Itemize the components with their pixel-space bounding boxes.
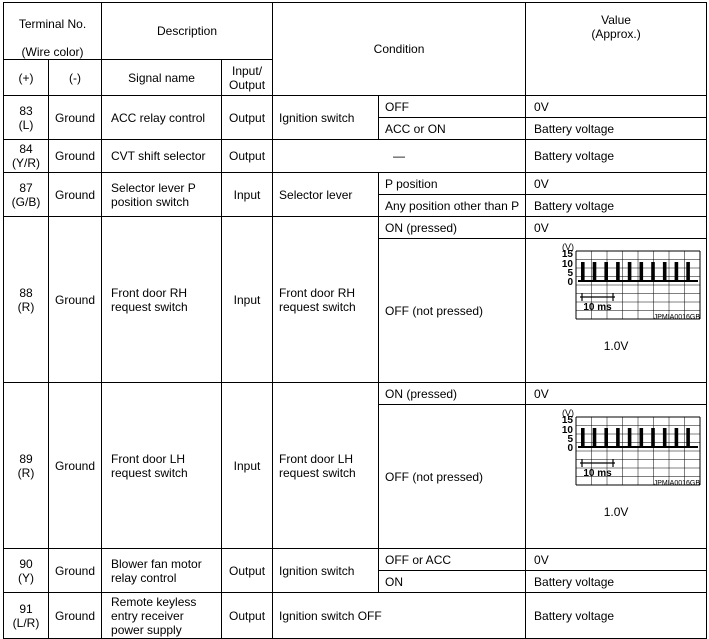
terminal-number: 88 (R): [4, 217, 49, 383]
condition-sub: ON (pressed): [379, 217, 526, 239]
input-output: Output: [222, 593, 273, 639]
condition-main: Ignition switch: [273, 549, 379, 593]
value-cell: 0V: [526, 549, 707, 571]
table-row: [4, 549, 707, 571]
ground-terminal: Ground: [49, 140, 102, 173]
condition-sub: ON (pressed): [379, 383, 526, 405]
condition-sub: ON: [379, 571, 526, 593]
header-condition: Condition: [273, 3, 526, 96]
table-row: [4, 383, 707, 405]
ground-terminal: Ground: [49, 549, 102, 593]
unit-label: (V): [562, 243, 575, 252]
ground-terminal: Ground: [49, 173, 102, 217]
header-value: Value (Approx.): [526, 3, 707, 96]
condition-main: Ignition switch: [273, 96, 379, 140]
terminal-number: 89 (R): [4, 383, 49, 549]
table-row: [4, 140, 707, 173]
y-tick-label: 5: [567, 268, 574, 279]
condition-main: —: [273, 140, 526, 173]
header-wire-color: (Wire color): [21, 45, 84, 59]
y-tick-label: 10: [561, 259, 574, 270]
value-cell: 0V: [526, 173, 707, 195]
condition-sub: ACC or ON: [379, 118, 526, 140]
header-input-output: Input/ Output: [222, 60, 273, 96]
ground-terminal: Ground: [49, 383, 102, 549]
signal-name: ACC relay control: [102, 96, 222, 140]
input-output: Output: [222, 549, 273, 593]
waveform-value: 1.0V: [603, 339, 629, 353]
condition-main: Front door RH request switch: [273, 217, 379, 383]
terminal-number: 91 (L/R): [4, 593, 49, 639]
y-tick-label: 5: [567, 434, 574, 445]
input-output: Input: [222, 173, 273, 217]
terminal-number: 83 (L): [4, 96, 49, 140]
waveform-cell: [526, 405, 707, 549]
terminal-number: 90 (Y): [4, 549, 49, 593]
value-cell: Battery voltage: [526, 571, 707, 593]
condition-sub: OFF (not pressed): [379, 405, 526, 549]
condition-sub: OFF or ACC: [379, 549, 526, 571]
input-output: Input: [222, 383, 273, 549]
y-tick-label: 0: [567, 443, 574, 454]
header-terminal-no: [4, 3, 102, 60]
value-cell: 0V: [526, 217, 707, 239]
condition-sub: Any position other than P: [379, 195, 526, 217]
value-cell: Battery voltage: [526, 593, 707, 639]
unit-label: (V): [562, 409, 575, 418]
input-output: Output: [222, 96, 273, 140]
waveform-figure: [528, 243, 704, 359]
input-output: Input: [222, 217, 273, 383]
y-tick-label: 0: [567, 277, 574, 288]
terminal-number: 87 (G/B): [4, 173, 49, 217]
header-plus: (+): [4, 60, 49, 96]
y-tick-label: 10: [561, 425, 574, 436]
terminal-table: [3, 2, 707, 639]
signal-name: Front door LH request switch: [102, 383, 222, 549]
waveform-figure: [528, 409, 704, 525]
header-terminal-label: Terminal No.: [18, 17, 87, 31]
table-row: [4, 96, 707, 118]
signal-name: Remote keyless entry receiver power supply: [102, 593, 222, 639]
condition-main: Front door LH request switch: [273, 383, 379, 549]
signal-name: CVT shift selector: [102, 140, 222, 173]
table-row: [4, 173, 707, 195]
waveform-value: 1.0V: [603, 505, 629, 519]
condition-sub: OFF: [379, 96, 526, 118]
condition-main: Selector lever: [273, 173, 379, 217]
condition-main: Ignition switch OFF: [273, 593, 526, 639]
ground-terminal: Ground: [49, 96, 102, 140]
table-row: [4, 593, 707, 639]
table-row: [4, 217, 707, 239]
value-cell: Battery voltage: [526, 140, 707, 173]
time-scale-label: 10 ms: [583, 302, 612, 313]
y-tick-label: 15: [561, 415, 574, 426]
value-cell: Battery voltage: [526, 118, 707, 140]
value-cell: 0V: [526, 96, 707, 118]
ground-terminal: Ground: [49, 217, 102, 383]
condition-sub: P position: [379, 173, 526, 195]
condition-sub: OFF (not pressed): [379, 239, 526, 383]
input-output: Output: [222, 140, 273, 173]
signal-name: Front door RH request switch: [102, 217, 222, 383]
figure-code: JPMIA0016GB: [653, 314, 701, 321]
header-description: Description: [102, 3, 273, 60]
signal-name: Blower fan motor relay control: [102, 549, 222, 593]
signal-name: Selector lever P position switch: [102, 173, 222, 217]
figure-code: JPMIA0016GB: [653, 480, 701, 487]
terminal-number: 84 (Y/R): [4, 140, 49, 173]
waveform-cell: [526, 239, 707, 383]
time-scale-label: 10 ms: [583, 468, 612, 479]
value-cell: 0V: [526, 383, 707, 405]
value-cell: Battery voltage: [526, 195, 707, 217]
ground-terminal: Ground: [49, 593, 102, 639]
header-signal-name: Signal name: [102, 60, 222, 96]
header-minus: (-): [49, 60, 102, 96]
y-tick-label: 15: [561, 249, 574, 260]
